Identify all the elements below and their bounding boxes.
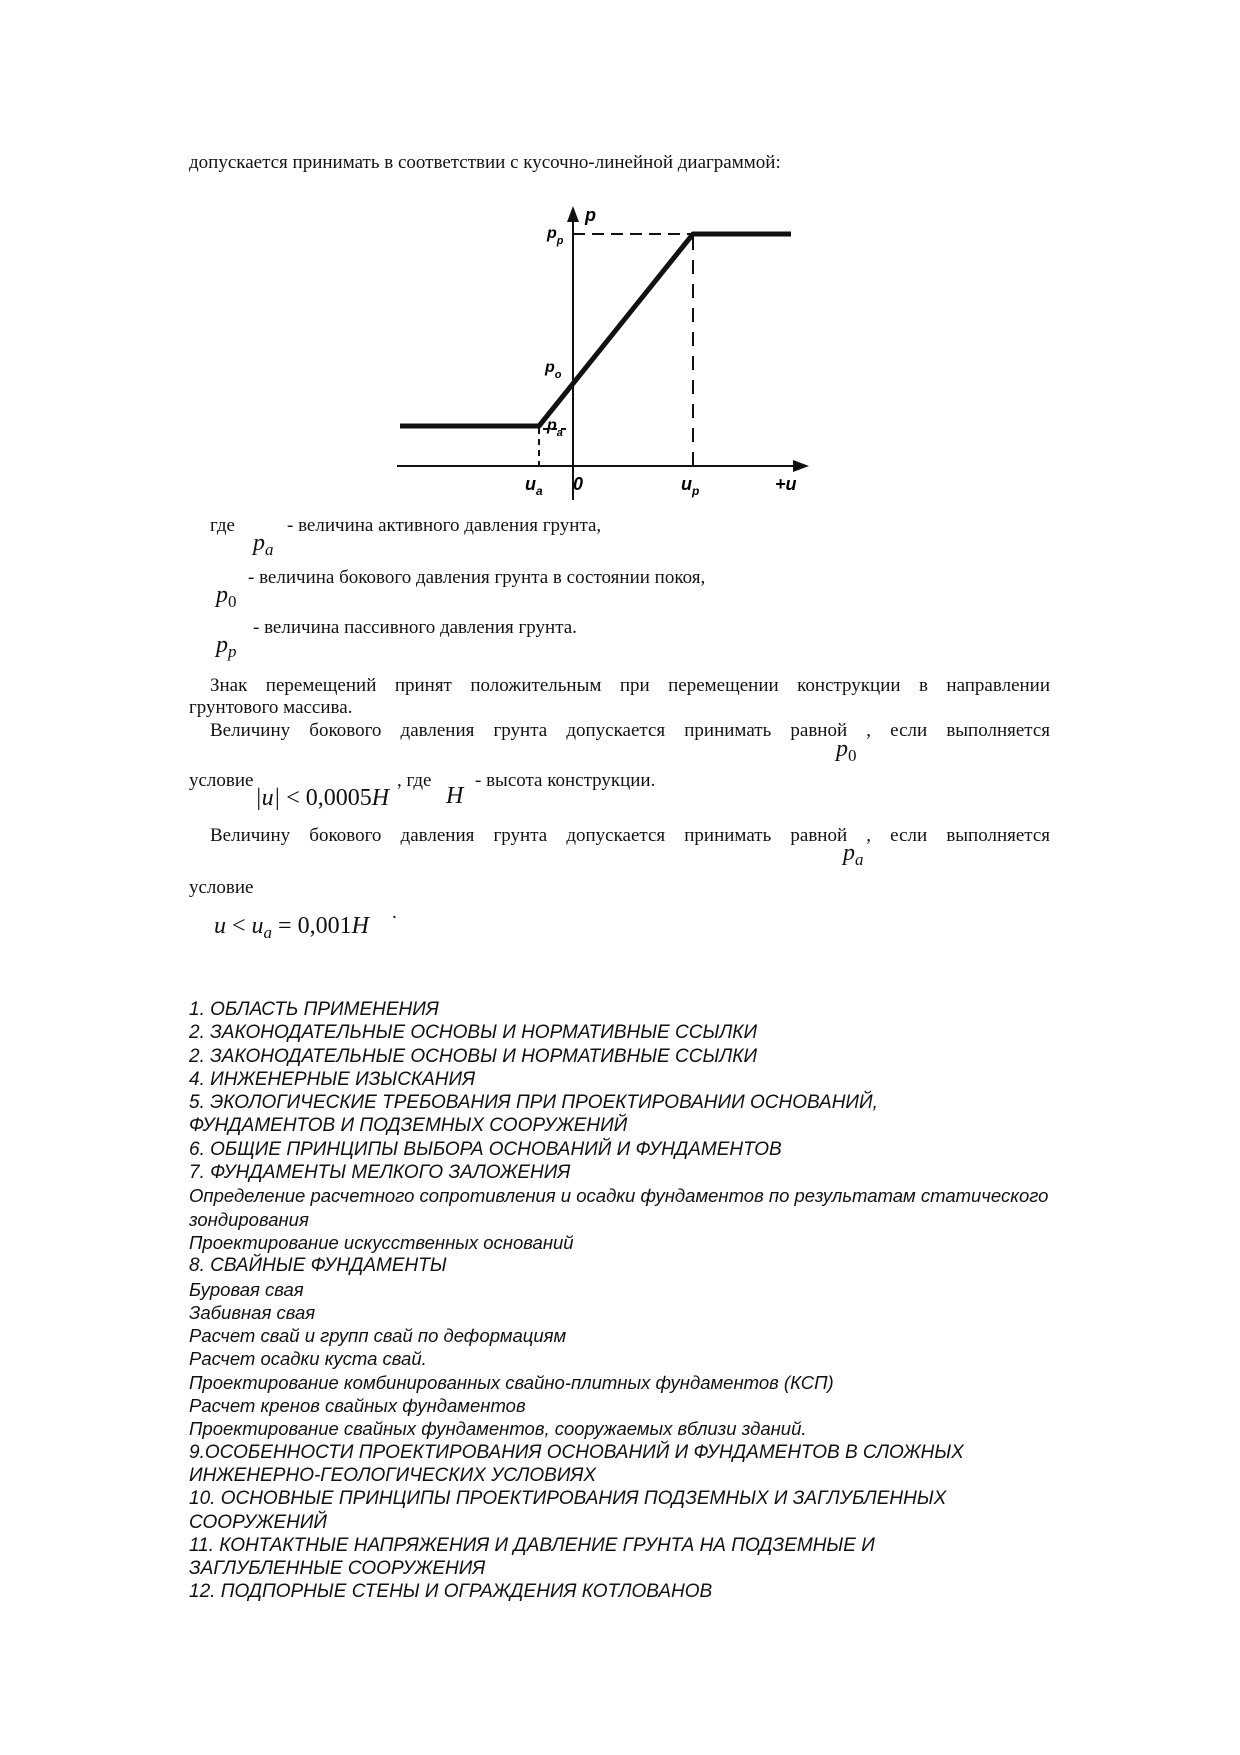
pressure-curve — [400, 234, 791, 426]
label-axis-p: p — [585, 205, 596, 225]
symbol-H: H — [446, 783, 464, 809]
label-pa: $p_a$ — [547, 417, 563, 439]
table-of-contents — [189, 998, 1089, 1604]
toc-section[interactable]: 6. ОБЩИЕ ПРИНЦИПЫ ВЫБОРА ОСНОВАНИЙ И ФУНДАМЕНТОВ — [189, 1138, 782, 1160]
toc-section[interactable]: 2. ЗАКОНОДАТЕЛЬНЫЕ ОСНОВЫ И НОРМАТИВНЫЕ ССЫЛКИ — [189, 1022, 758, 1044]
formula-ua-limit: $u < u_a = 0,001H$ — [214, 913, 369, 942]
toc-section[interactable]: СООРУЖЕНИЙ — [189, 1511, 328, 1533]
label-pp: $p_p$ — [547, 225, 564, 247]
p0-description: - величина бокового давления грунта в состоянии покоя, — [248, 567, 706, 588]
intro-text: допускается принимать в соответствии с кусочно-линейной диаграммой: — [189, 152, 781, 173]
toc-subsection[interactable]: Буровая свая — [189, 1278, 304, 1300]
paragraph-pa-condition: Величину бокового давления грунта допускается принимать равной , если выполняется — [210, 825, 1050, 846]
toc-section[interactable]: 1. ОБЛАСТЬ ПРИМЕНЕНИЯ — [189, 999, 439, 1020]
where-inline: , где — [397, 770, 432, 791]
toc-subsection[interactable]: зондирования — [189, 1208, 309, 1230]
toc-section[interactable]: 8. СВАЙНЫЕ ФУНДАМЕНТЫ — [189, 1255, 447, 1277]
toc-section[interactable]: 10. ОСНОВНЫЕ ПРИНЦИПЫ ПРОЕКТИРОВАНИЯ ПОДЗЕМНЫХ И ЗАГЛУБЛЕННЫХ — [189, 1488, 947, 1510]
toc-subsection[interactable]: Проектирование свайных фундаментов, сооружаемых вблизи зданий. — [189, 1418, 807, 1440]
y-axis-arrow — [567, 206, 579, 222]
toc-subsection[interactable]: Определение расчетного сопротивления и осадки фундаментов по результатам статического — [189, 1185, 1049, 1207]
height-description: - высота конструкции. — [475, 770, 656, 791]
label-p0: $p_o$ — [545, 359, 562, 381]
paragraph-p0-condition: Величину бокового давления грунта допускается принимать равной , если выполняется — [210, 720, 1050, 741]
toc-section[interactable]: 4. ИНЖЕНЕРНЫЕ ИЗЫСКАНИЯ — [189, 1068, 476, 1090]
where-label: где — [210, 515, 235, 536]
paragraph-sign-convention-cont: грунтового массива. — [189, 697, 353, 718]
symbol-pp: $p_p$ — [216, 632, 237, 661]
toc-section[interactable]: 12. ПОДПОРНЫЕ СТЕНЫ И ОГРАЖДЕНИЯ КОТЛОВАНОВ — [189, 1581, 713, 1603]
toc-subsection[interactable]: Расчет свай и групп свай по деформациям — [189, 1325, 567, 1347]
label-ua: $u_a$ — [525, 474, 543, 498]
pa-description: - величина активного давления грунта, — [287, 515, 602, 536]
paragraph-sign-convention: Знак перемещений принят положительным при перемещении конструкции в направлении — [210, 675, 1050, 696]
symbol-pa-inline: $p_a$ — [843, 840, 864, 869]
toc-subsection[interactable]: Проектирование искусственных оснований — [189, 1231, 574, 1253]
toc-section[interactable]: 11. КОНТАКТНЫЕ НАПРЯЖЕНИЯ И ДАВЛЕНИЕ ГРУНТА НА ПОДЗЕМНЫЕ И — [189, 1534, 875, 1556]
symbol-pa: $p_a$ — [253, 530, 274, 559]
toc-section[interactable]: ФУНДАМЕНТОВ И ПОДЗЕМНЫХ СООРУЖЕНИЙ — [189, 1115, 628, 1137]
toc-subsection[interactable]: Забивная свая — [189, 1301, 316, 1323]
toc-subsection[interactable]: Расчет осадки куста свай. — [189, 1348, 427, 1370]
period: . — [392, 902, 397, 923]
condition-label: условие — [189, 770, 254, 791]
toc-section[interactable]: ЗАГЛУБЛЕННЫЕ СООРУЖЕНИЯ — [189, 1558, 486, 1580]
pressure-displacement-diagram — [395, 200, 825, 510]
toc-section[interactable]: ИНЖЕНЕРНО-ГЕОЛОГИЧЕСКИХ УСЛОВИЯХ — [189, 1464, 597, 1486]
label-up: $u_p$ — [681, 474, 700, 498]
condition-label-2: условие — [189, 877, 254, 898]
toc-subsection[interactable]: Расчет кренов свайных фундаментов — [189, 1395, 526, 1417]
symbol-p0-inline: $p_0$ — [836, 736, 857, 765]
toc-subsection[interactable]: Проектирование комбинированных свайно-плитных фундаментов (КСП) — [189, 1371, 834, 1393]
label-zero: 0 — [573, 474, 584, 494]
toc-section[interactable]: 5. ЭКОЛОГИЧЕСКИЕ ТРЕБОВАНИЯ ПРИ ПРОЕКТИРОВАНИИ ОСНОВАНИЙ, — [189, 1092, 878, 1114]
x-axis-arrow — [793, 460, 809, 472]
toc-section[interactable]: 9.ОСОБЕННОСТИ ПРОЕКТИРОВАНИЯ ОСНОВАНИЙ И ФУНДАМЕНТОВ В СЛОЖНЫХ — [189, 1441, 964, 1463]
toc-section[interactable]: 7. ФУНДАМЕНТЫ МЕЛКОГО ЗАЛОЖЕНИЯ — [189, 1162, 571, 1184]
toc-section[interactable]: 2. ЗАКОНОДАТЕЛЬНЫЕ ОСНОВЫ И НОРМАТИВНЫЕ ССЫЛКИ — [189, 1045, 758, 1067]
pp-description: - величина пассивного давления грунта. — [253, 617, 577, 638]
label-axis-u: +u — [775, 474, 797, 494]
symbol-p0: $p_0$ — [216, 582, 237, 611]
formula-u-limit: |u| < 0,0005H — [255, 785, 390, 811]
